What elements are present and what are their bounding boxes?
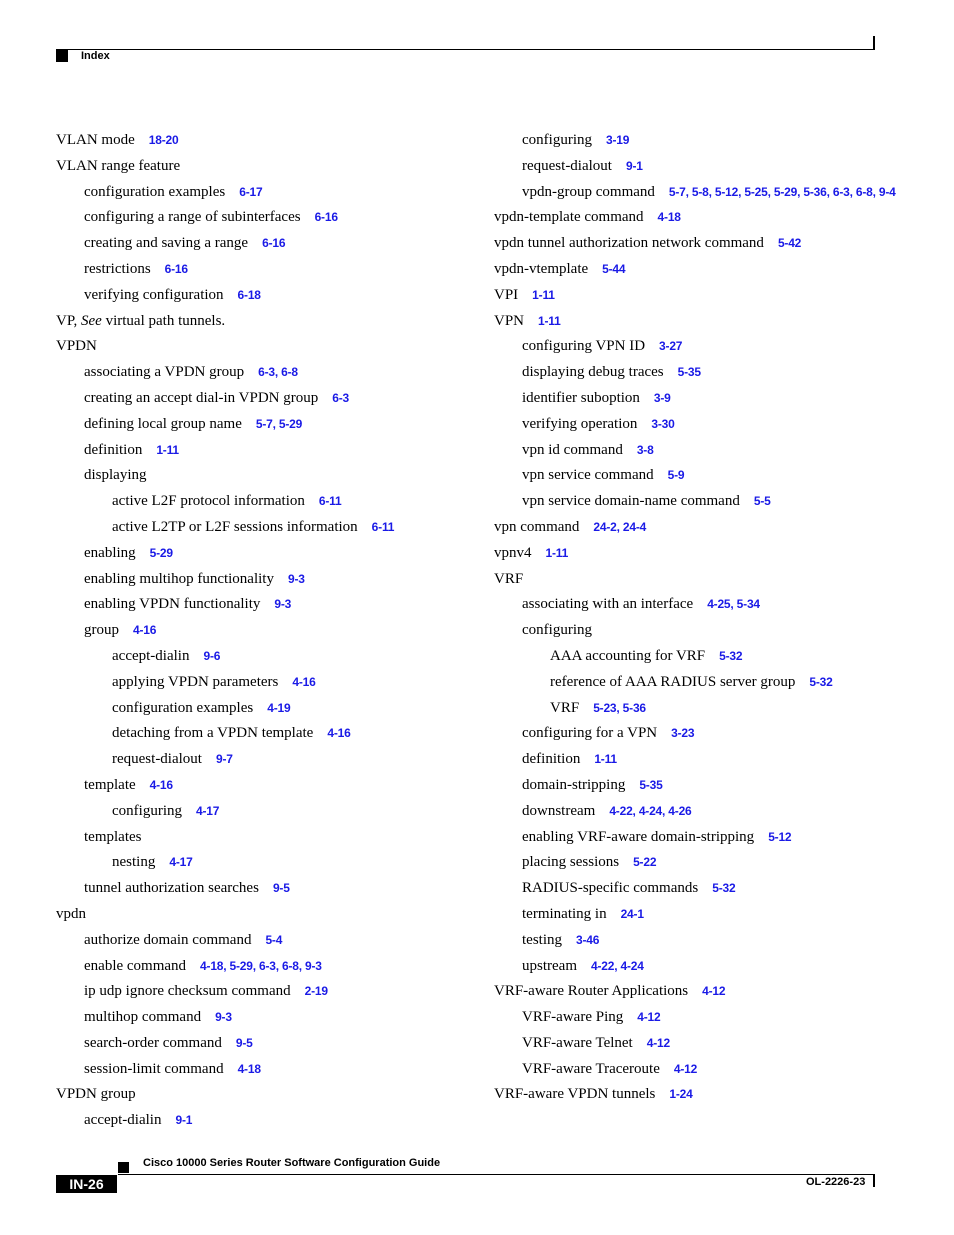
index-term: search-order command: [84, 1034, 222, 1051]
index-entry: [494, 338, 914, 356]
index-term: associating with an interface: [522, 596, 694, 613]
page-reference-link[interactable]: 6-3, 6-8: [258, 365, 298, 380]
page-reference-link[interactable]: 5-32: [719, 648, 743, 663]
page-reference-link[interactable]: 9-3: [215, 1010, 232, 1025]
page-reference-link[interactable]: 24-2, 24-4: [593, 519, 647, 534]
index-entry: [56, 1009, 476, 1027]
index-entry: [494, 545, 914, 563]
page-reference-link[interactable]: 6-3: [332, 390, 349, 405]
page-reference-link[interactable]: 4-19: [267, 700, 291, 715]
page-reference-link[interactable]: 9-1: [175, 1113, 193, 1128]
index-entry: [56, 364, 476, 382]
page-reference-link[interactable]: 9-5: [235, 1035, 253, 1050]
page-reference-link[interactable]: 9-5: [272, 881, 290, 896]
page-reference-link[interactable]: 5-5: [753, 494, 771, 509]
page-reference-link[interactable]: 9-1: [625, 158, 643, 173]
index-entry: [56, 313, 476, 331]
index-entry: [494, 777, 914, 795]
index-entry: [56, 235, 476, 253]
index-term: creating an accept dial-in VPDN group: [84, 389, 319, 406]
page-reference-link[interactable]: 3-23: [671, 726, 695, 741]
index-entry: [56, 209, 476, 227]
footer-page-number: IN-26: [56, 1175, 117, 1193]
index-entry: [494, 184, 914, 202]
index-entry: [494, 725, 914, 743]
index-column-left: [56, 132, 476, 1138]
index-entry: [56, 906, 476, 924]
index-term: session-limit command: [84, 1060, 224, 1077]
index-entry: [494, 958, 914, 976]
page-reference-link[interactable]: 4-17: [195, 803, 220, 818]
index-term: VPI: [494, 286, 519, 303]
index-term: templates: [84, 828, 142, 845]
index-term: configuring: [522, 622, 592, 639]
index-entry: [494, 674, 914, 692]
index-term: enabling VRF-aware domain-stripping: [522, 828, 755, 845]
page-reference-link[interactable]: 5-9: [667, 468, 685, 483]
index-term: configuring a range of subinterfaces: [84, 209, 301, 226]
index-entry: [56, 1086, 476, 1104]
footer-marker: [118, 1162, 129, 1173]
index-entry: [494, 1086, 914, 1104]
page-reference-link[interactable]: 5-35: [639, 777, 663, 792]
page-reference-link[interactable]: 6-17: [239, 184, 263, 199]
index-term: group: [84, 622, 119, 639]
index-term: VPDN group: [56, 1086, 136, 1103]
index-term: verifying configuration: [84, 286, 224, 303]
page-reference-link[interactable]: 5-12: [768, 829, 792, 844]
index-entry: [494, 287, 914, 305]
page-reference-link[interactable]: 3-46: [576, 932, 600, 947]
index-entry: [56, 958, 476, 976]
index-term: VRF-aware Router Applications: [494, 983, 689, 1000]
page-reference-link[interactable]: 5-32: [712, 881, 736, 896]
index-term: VRF: [550, 699, 580, 716]
page-reference-link[interactable]: 5-44: [602, 261, 626, 276]
index-term: VLAN mode: [56, 132, 135, 148]
index-term: VP,: [56, 312, 78, 329]
page-reference-link[interactable]: 9-7: [215, 752, 233, 767]
index-entry: [56, 829, 476, 847]
index-entry: [56, 132, 476, 150]
index-term: accept-dialin: [84, 1112, 162, 1129]
index-term: configuring VPN ID: [522, 338, 646, 355]
index-entry: [56, 725, 476, 743]
index-term: vpdn-template command: [494, 209, 644, 226]
index-term: VRF-aware Telnet: [522, 1034, 633, 1051]
see-reference: See: [81, 312, 102, 329]
index-entry: [56, 571, 476, 589]
index-term: VRF: [494, 570, 524, 587]
index-term: configuring for a VPN: [522, 725, 658, 742]
page-reference-link[interactable]: 4-22, 4-24: [590, 958, 644, 973]
index-entry: [56, 338, 476, 356]
page-reference-link[interactable]: 4-12: [646, 1035, 670, 1050]
index-entry: [494, 261, 914, 279]
index-term: configuration examples: [112, 699, 254, 716]
page-reference-link[interactable]: 6-11: [318, 494, 342, 509]
see-target: virtual path tunnels.: [105, 312, 226, 329]
index-entry: [56, 932, 476, 950]
page-reference-link[interactable]: 9-6: [203, 648, 221, 663]
page-reference-link[interactable]: 1-11: [532, 287, 555, 302]
index-term: reference of AAA RADIUS server group: [550, 673, 796, 690]
page-reference-link[interactable]: 5-7, 5-29: [255, 416, 303, 431]
index-term: vpdn-group command: [522, 183, 655, 200]
index-entry: [56, 622, 476, 640]
page-reference-link[interactable]: 1-11: [545, 545, 569, 560]
footer-rule: [118, 1174, 874, 1175]
index-entry: [494, 442, 914, 460]
page-reference-link[interactable]: 1-11: [156, 442, 179, 457]
page-reference-link[interactable]: 3-19: [605, 133, 630, 147]
index-term: VRF-aware Ping: [522, 1009, 624, 1026]
index-term: domain-stripping: [522, 776, 626, 793]
index-column-right: [494, 132, 914, 1112]
index-entry: [56, 1035, 476, 1053]
index-term: accept-dialin: [112, 647, 190, 664]
index-term: enabling multihop functionality: [84, 570, 274, 587]
page-reference-link[interactable]: 4-17: [169, 855, 193, 870]
index-entry: [494, 390, 914, 408]
index-entry: [56, 545, 476, 563]
index-entry: [56, 700, 476, 718]
index-term: authorize domain command: [84, 931, 252, 948]
index-entry: [56, 1061, 476, 1079]
page-reference-link[interactable]: 5-42: [777, 236, 802, 251]
index-entry: [56, 674, 476, 692]
header-marker: [56, 50, 68, 62]
index-term: testing: [522, 931, 562, 948]
index-term: vpn service command: [522, 467, 654, 484]
index-term: identifier suboption: [522, 389, 640, 406]
page-reference-link[interactable]: 6-16: [164, 261, 188, 276]
page-reference-link[interactable]: 4-16: [133, 623, 157, 638]
index-entry: [494, 1061, 914, 1079]
index-entry: [494, 493, 914, 511]
index-entry: [494, 906, 914, 924]
page-reference-link[interactable]: 6-16: [262, 236, 286, 251]
index-entry: [494, 803, 914, 821]
index-entry: [56, 751, 476, 769]
index-entry: [56, 648, 476, 666]
page-reference-link[interactable]: 4-12: [702, 984, 726, 999]
index-entry: [494, 983, 914, 1001]
index-term: VRF-aware VPDN tunnels: [494, 1086, 656, 1103]
index-term: applying VPDN parameters: [112, 673, 279, 690]
index-entry: [494, 829, 914, 847]
index-term: placing sessions: [522, 854, 620, 871]
page-reference-link[interactable]: 5-7, 5-8, 5-12, 5-25, 5-29, 5-36, 6-3, 6-8, 9-4: [668, 184, 896, 199]
index-entry: [56, 880, 476, 898]
index-term: definition: [522, 751, 581, 768]
index-term: VLAN range feature: [56, 157, 181, 174]
index-term: defining local group name: [84, 415, 242, 432]
page-reference-link[interactable]: 5-22: [633, 855, 657, 870]
index-entry: [494, 132, 914, 150]
index-entry: [494, 209, 914, 227]
page-reference-link[interactable]: 3-8: [636, 442, 654, 457]
index-entry: [494, 235, 914, 253]
index-term: active L2TP or L2F sessions information: [112, 518, 358, 535]
page-reference-link[interactable]: 3-30: [651, 416, 675, 431]
index-term: enabling VPDN functionality: [84, 596, 261, 613]
index-entry: [494, 467, 914, 485]
index-entry: [494, 519, 914, 537]
index-term: AAA accounting for VRF: [550, 647, 706, 664]
index-term: vpn service domain-name command: [522, 493, 740, 510]
index-term: vpn command: [494, 518, 580, 535]
page-reference-link[interactable]: 5-29: [149, 545, 173, 560]
index-term: vpn id command: [522, 441, 623, 458]
index-term: displaying: [84, 467, 147, 484]
index-term: displaying debug traces: [522, 364, 664, 381]
index-term: ip udp ignore checksum command: [84, 983, 291, 1000]
page-reference-link[interactable]: 4-18: [657, 210, 681, 225]
footer-tick: [873, 1174, 875, 1187]
index-term: VPN: [494, 312, 525, 329]
index-term: vpdn-vtemplate: [494, 260, 589, 277]
header-rule: [56, 49, 874, 50]
page-reference-link[interactable]: 4-16: [327, 726, 351, 741]
index-entry: [494, 1009, 914, 1027]
index-entry: [56, 854, 476, 872]
index-entry: [56, 390, 476, 408]
index-entry: [56, 158, 476, 176]
page-reference-link[interactable]: 24-1: [620, 906, 644, 921]
page-reference-link[interactable]: 4-12: [637, 1010, 661, 1025]
page-reference-link[interactable]: 5-35: [677, 365, 701, 380]
page-reference-link[interactable]: 6-18: [237, 287, 261, 302]
index-entry: [494, 622, 914, 640]
index-term: enabling: [84, 544, 136, 561]
index-term: vpdn tunnel authorization network command: [494, 235, 764, 252]
index-term: template: [84, 776, 136, 793]
index-entry: [56, 416, 476, 434]
index-entry: [56, 803, 476, 821]
header-tick: [873, 36, 875, 50]
footer-doc-number: OL-2226-23: [806, 1176, 866, 1188]
page-reference-link[interactable]: 6-11: [371, 519, 395, 534]
index-term: configuration examples: [84, 183, 226, 200]
index-entry: [56, 442, 476, 460]
index-term: upstream: [522, 957, 577, 974]
index-term: associating a VPDN group: [84, 364, 245, 381]
index-term: request-dialout: [522, 157, 612, 174]
index-entry: [494, 158, 914, 176]
page-reference-link[interactable]: 4-12: [673, 1061, 698, 1076]
index-entry: [494, 751, 914, 769]
index-term: downstream: [522, 802, 596, 819]
index-entry: [494, 596, 914, 614]
page-reference-link[interactable]: 1-11: [538, 313, 561, 328]
page-reference-link[interactable]: 1-24: [669, 1087, 693, 1102]
index-entry: [494, 648, 914, 666]
index-entry: [56, 983, 476, 1001]
index-entry: [56, 1112, 476, 1130]
index-entry: [56, 493, 476, 511]
index-term: nesting: [112, 854, 156, 871]
index-entry: [494, 571, 914, 589]
page-reference-link[interactable]: 4-25, 5-34: [707, 597, 760, 612]
page-reference-link[interactable]: 4-18: [237, 1061, 261, 1076]
page-reference-link[interactable]: 5-23, 5-36: [593, 700, 646, 715]
page-reference-link[interactable]: 4-16: [149, 777, 173, 792]
index-term: creating and saving a range: [84, 235, 249, 252]
index-term: restrictions: [84, 260, 151, 277]
page-reference-link[interactable]: 2-19: [304, 984, 328, 999]
index-term: VRF-aware Traceroute: [522, 1060, 660, 1077]
index-entry: [494, 880, 914, 898]
index-term: vpnv4: [494, 544, 532, 561]
index-entry: [56, 519, 476, 537]
index-term: configuring: [522, 132, 592, 148]
page-reference-link[interactable]: 4-18, 5-29, 6-3, 6-8, 9-3: [200, 958, 322, 973]
page-reference-link[interactable]: 9-3: [287, 571, 305, 586]
index-term: configuring: [112, 802, 182, 819]
index-term: request-dialout: [112, 751, 202, 768]
index-term: vpdn: [56, 905, 86, 922]
index-entry: [494, 416, 914, 434]
index-term: VPDN: [56, 338, 97, 355]
page-reference-link[interactable]: 3-9: [653, 390, 671, 405]
index-term: definition: [84, 441, 143, 458]
page-reference-link[interactable]: 9-3: [274, 597, 292, 612]
index-entry: [56, 467, 476, 485]
page-reference-link[interactable]: 5-4: [265, 932, 283, 947]
index-entry: [56, 184, 476, 202]
index-term: multihop command: [84, 1009, 202, 1026]
header-label: Index: [81, 50, 110, 62]
index-entry: [494, 364, 914, 382]
index-term: enable command: [84, 957, 187, 974]
index-entry: [56, 261, 476, 279]
page-reference-link[interactable]: 18-20: [148, 133, 179, 147]
index-entry: [494, 700, 914, 718]
index-entry: [494, 1035, 914, 1053]
page-reference-link[interactable]: 4-22, 4-24, 4-26: [609, 803, 692, 818]
index-entry: [56, 777, 476, 795]
page-reference-link[interactable]: 6-16: [314, 210, 338, 225]
footer-guide-title: Cisco 10000 Series Router Software Configuration Guide: [143, 1157, 441, 1169]
page-reference-link[interactable]: 5-32: [809, 674, 833, 689]
index-term: detaching from a VPDN template: [112, 725, 314, 742]
index-entry: [56, 596, 476, 614]
index-entry: [494, 313, 914, 331]
index-entry: [494, 932, 914, 950]
page-reference-link[interactable]: 1-11: [594, 752, 617, 767]
index-term: active L2F protocol information: [112, 493, 305, 510]
index-term: tunnel authorization searches: [84, 880, 259, 897]
page-reference-link[interactable]: 4-16: [292, 674, 316, 689]
index-entry: [56, 287, 476, 305]
index-entry: [494, 854, 914, 872]
index-term: verifying operation: [522, 415, 638, 432]
index-term: RADIUS-specific commands: [522, 880, 699, 897]
index-term: terminating in: [522, 905, 607, 922]
page-reference-link[interactable]: 3-27: [659, 339, 683, 354]
